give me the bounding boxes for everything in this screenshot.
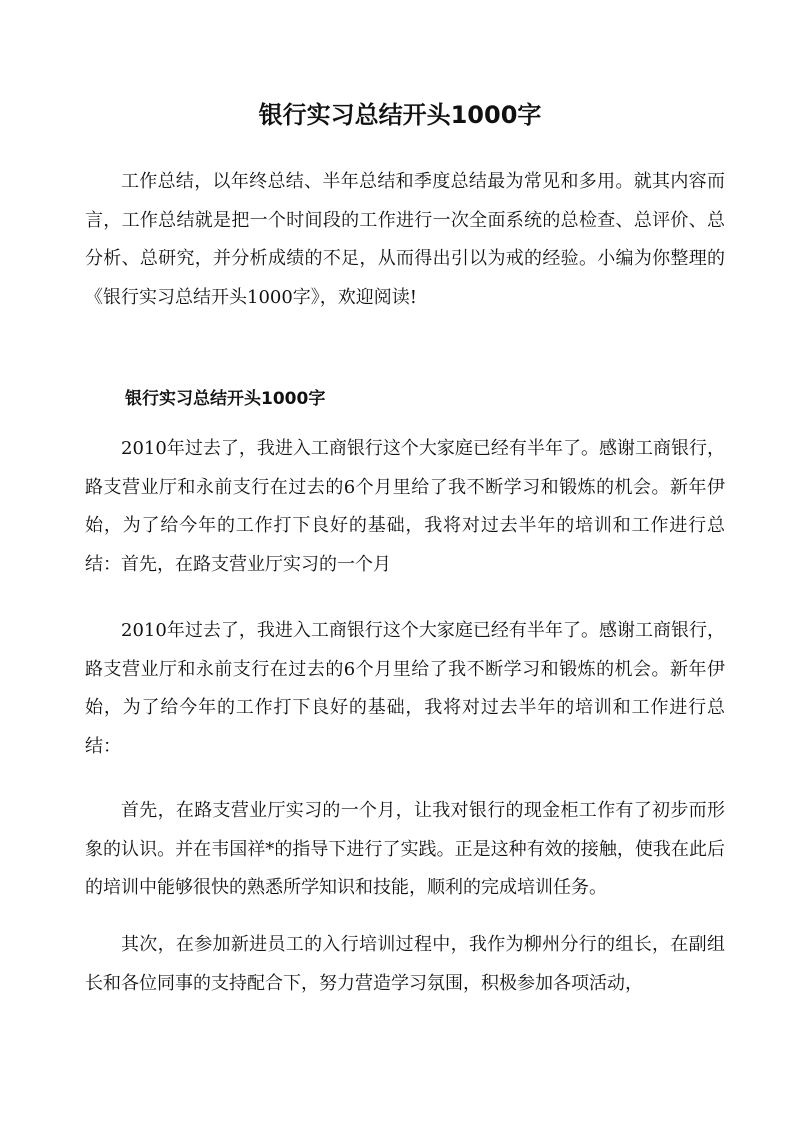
body-paragraph: 2010年过去了，我进入工商银行这个大家庭已经有半年了。感谢工商银行，路支营业厅和永前支行在过去的6个月里给了我不断学习和锻炼的机会。新年伊始，为了给今年的工作打下良好的基础，我将对过去半年的培训和工作进行总结：首先，在路支营业厅实习的一个月 (85, 438, 725, 575)
body-paragraph: 其次，在参加新进员工的入行培训过程中，我作为柳州分行的组长，在副组长和各位同事的支持配合下，努力营造学习氛围，积极参加各项活动， (85, 934, 725, 994)
body-paragraph: 2010年过去了，我进入工商银行这个大家庭已经有半年了。感谢工商银行，路支营业厅和永前支行在过去的6个月里给了我不断学习和锻炼的机会。新年伊始，为了给今年的工作打下良好的基础，我将对过去半年的培训和工作进行总结： (85, 620, 725, 757)
intro-paragraph: 工作总结，以年终总结、半年总结和季度总结最为常见和多用。就其内容而言，工作总结就是把一个时间段的工作进行一次全面系统的总检查、总评价、总分析、总研究，并分析成绩的不足，从而得出引以为戒的经验。小编为你整理的《银行实习总结开头1000字》，欢迎阅读! (85, 171, 725, 308)
body-paragraph: 首先，在路支营业厅实习的一个月，让我对银行的现金柜工作有了初步而形象的认识。并在韦国祥*的指导下进行了实践。正是这种有效的接触，使我在此后的培训中能够很快的熟悉所学知识和技能，顺利的完成培训任务。 (85, 800, 725, 898)
document-title: 银行实习总结开头1000字 (258, 101, 542, 129)
section-heading: 银行实习总结开头1000字 (125, 389, 326, 409)
